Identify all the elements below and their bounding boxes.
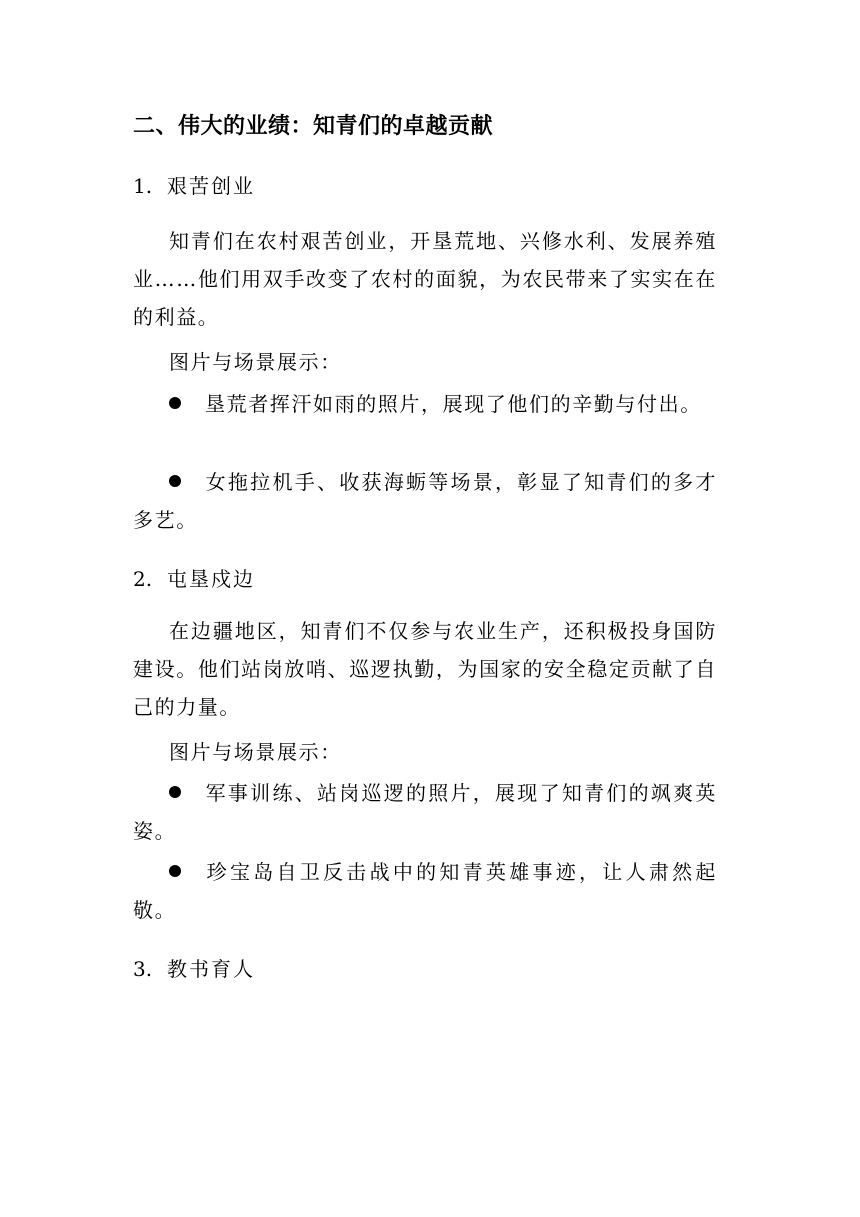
paragraph-1: 知青们在农村艰苦创业，开垦荒地、兴修水利、发展养殖业……他们用双手改变了农村的面貌，为农民带来了实实在在的利益。 bbox=[133, 229, 717, 329]
bullet-dot-icon bbox=[169, 397, 181, 409]
subheading-1 bbox=[133, 172, 255, 200]
subheading-text: 屯垦戍边 bbox=[167, 567, 255, 591]
bullet-dot-icon bbox=[169, 475, 181, 487]
subheading-number: 2. bbox=[133, 567, 153, 591]
bullet-text: 珍宝岛自卫反击战中的知青英雄事迹，让人肃然起敬。 bbox=[133, 860, 717, 922]
subheading-3 bbox=[133, 955, 255, 983]
bullet-text: 女拖拉机手、收获海蛎等场景，彰显了知青们的多才多艺。 bbox=[133, 470, 717, 532]
subheading-number: 1. bbox=[133, 174, 153, 198]
subheading-number: 3. bbox=[133, 957, 153, 981]
subheading-text: 教书育人 bbox=[167, 957, 255, 981]
subheading-text: 艰苦创业 bbox=[167, 174, 255, 198]
section-title: 二、伟大的业绩：知青们的卓越贡献 bbox=[133, 114, 494, 139]
bullet-text: 垦荒者挥汗如雨的照片，展现了他们的辛勤与付出。 bbox=[205, 392, 702, 416]
bullet-item bbox=[133, 385, 717, 423]
bullet-item bbox=[133, 463, 717, 539]
scene-label-1: 图片与场景展示： bbox=[169, 350, 342, 374]
scene-label-2: 图片与场景展示： bbox=[169, 740, 342, 764]
subheading-2 bbox=[133, 565, 255, 593]
bullet-item bbox=[133, 853, 717, 929]
bullet-item bbox=[133, 774, 717, 850]
bullet-text: 军事训练、站岗巡逻的照片，展现了知青们的飒爽英姿。 bbox=[133, 781, 717, 843]
paragraph-2: 在边疆地区，知青们不仅参与农业生产，还积极投身国防建设。他们站岗放哨、巡逻执勤，为国家的安全稳定贡献了自己的力量。 bbox=[133, 619, 717, 719]
bullet-dot-icon bbox=[169, 786, 181, 798]
bullet-dot-icon bbox=[169, 865, 181, 877]
